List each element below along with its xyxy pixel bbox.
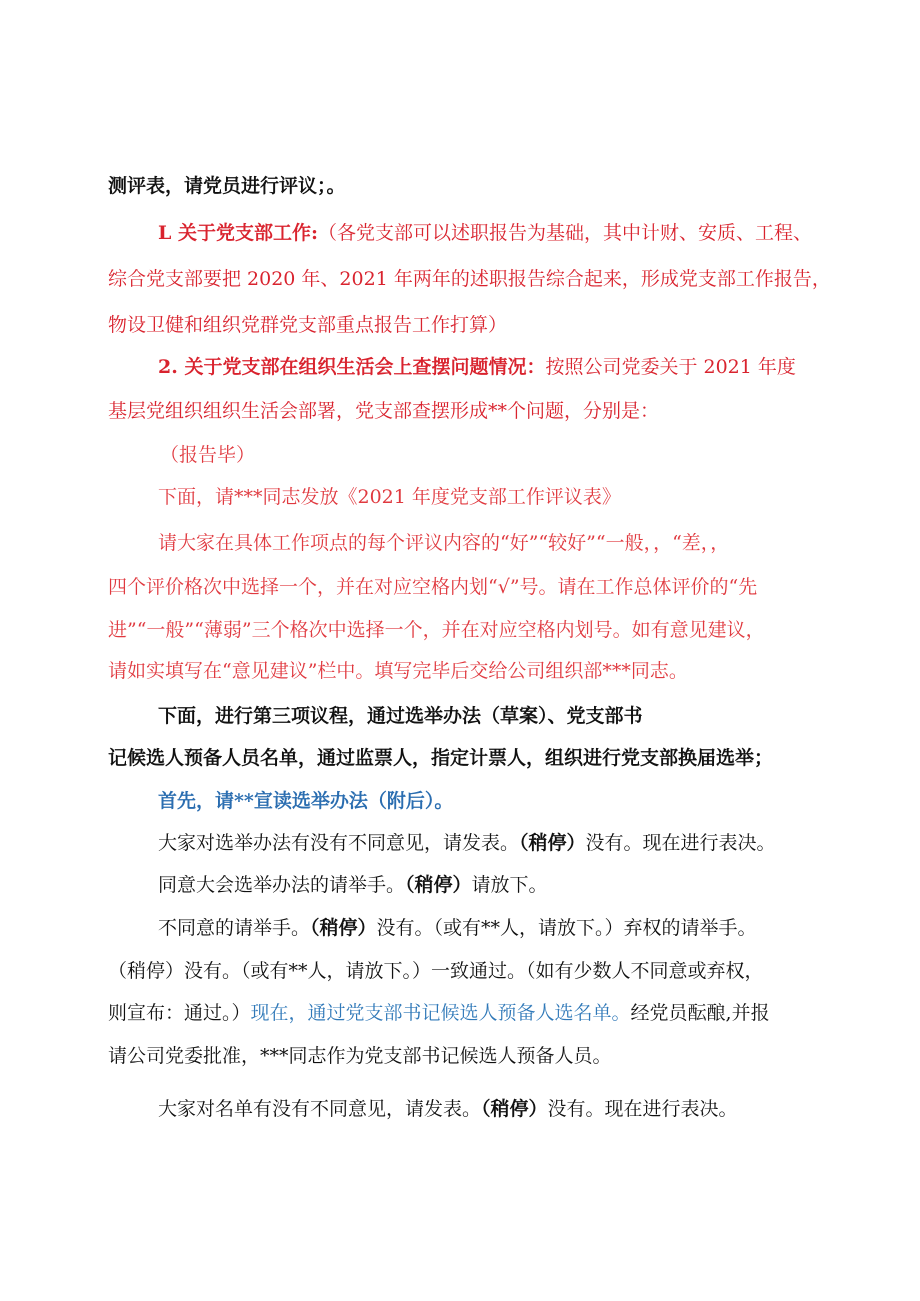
item2-text: 按照公司党委关于 2021 年度 bbox=[545, 356, 796, 378]
item1-line bbox=[158, 220, 812, 246]
statement-text: 则宣布：通过。） bbox=[108, 1002, 251, 1024]
statement-text: 没有。现在进行表决。 bbox=[585, 832, 776, 854]
statement-line bbox=[158, 872, 548, 898]
text-line: 测评表，请党员进行评议；。 bbox=[108, 175, 346, 197]
pause-label: （稍停） bbox=[519, 832, 586, 854]
highlight-text: 现在，通过党支部书记候选人预备人选名单。 bbox=[250, 1002, 631, 1024]
statement-text: 同意大会选举办法的请举手。 bbox=[158, 874, 406, 896]
statement-line bbox=[158, 830, 776, 856]
distribute-line: 下面，请***同志发放《2021 年度党支部工作评议表》 bbox=[158, 486, 621, 508]
item1-line: 物设卫健和组织党群党支部重点报告工作打算） bbox=[108, 314, 508, 336]
report-end: （报告毕） bbox=[160, 444, 256, 466]
item2-line bbox=[158, 354, 796, 380]
item1-heading: L 关于党支部工作: bbox=[158, 222, 318, 244]
read-method-line: 首先，请**宣读选举办法（附后）。 bbox=[158, 790, 454, 812]
statement-text: 没有。现在进行表决。 bbox=[547, 1098, 738, 1120]
instruction-line: 进”“一般”“薄弱”三个格次中选择一个，并在对应空格内划号。如有意见建议， bbox=[108, 619, 765, 641]
agenda-line: 下面，进行第三项议程，通过选举办法（草案）、党支部书 bbox=[158, 705, 643, 727]
statement-text: 没有。（或有**人，请放下。）弃权的请举手。 bbox=[376, 917, 757, 939]
statement-text: 大家对名单有没有不同意见，请发表。 bbox=[158, 1098, 482, 1120]
statement-text: 大家对选举办法有没有不同意见，请发表。 bbox=[158, 832, 520, 854]
item1-line: 综合党支部要把 2020 年、2021 年两年的述职报告综合起来，形成党支部工作报告， bbox=[108, 268, 831, 290]
instruction-line: 四个评价格次中选择一个，并在对应空格内划“√”号。请在工作总体评价的“先 bbox=[108, 576, 758, 598]
item2-heading: 2. 关于党支部在组织生活会上查摆问题情况： bbox=[158, 356, 546, 378]
item2-line: 基层党组织组织生活会部署，党支部查摆形成**个问题，分别是： bbox=[108, 400, 660, 422]
pause-label: （稍停） bbox=[405, 874, 472, 896]
instruction-line: 请如实填写在“意见建议”栏中。填写完毕后交给公司组织部***同志。 bbox=[108, 660, 688, 682]
agenda-line: 记候选人预备人员名单，通过监票人，指定计票人，组织进行党支部换届选举； bbox=[108, 747, 774, 769]
statement-line: （稍停）没有。（或有**人，请放下。）一致通过。（如有少数人不同意或弃权， bbox=[108, 960, 764, 982]
statement-line: 请公司党委批准，***同志作为党支部书记候选人预备人员。 bbox=[108, 1045, 612, 1067]
pause-label: （稍停） bbox=[310, 917, 377, 939]
statement-line bbox=[158, 915, 757, 941]
statement-text: 经党员酝酿,并报 bbox=[630, 1002, 770, 1024]
statement-text: 不同意的请举手。 bbox=[158, 917, 311, 939]
statement-line bbox=[108, 1000, 770, 1026]
pause-label: （稍停） bbox=[481, 1098, 548, 1120]
instruction-line: 请大家在具体工作项点的每个评议内容的“好”“较好”“一般，，“差，， bbox=[158, 532, 730, 554]
statement-line bbox=[158, 1096, 738, 1122]
item1-text: （各党支部可以述职报告为基础，其中计财、安质、工程、 bbox=[318, 222, 813, 244]
statement-text: 请放下。 bbox=[471, 874, 548, 896]
